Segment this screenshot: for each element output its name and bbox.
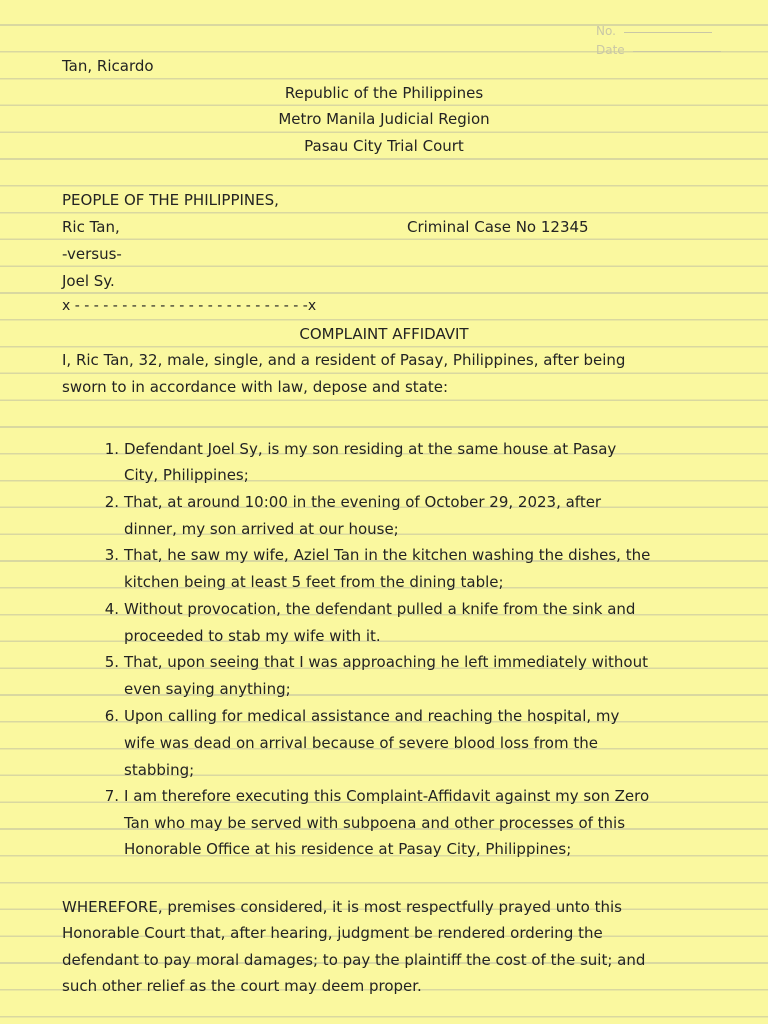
- header-region: Metro Manila Judicial Region: [278, 110, 490, 128]
- item-number: 7.: [104, 787, 119, 805]
- date-field: [596, 43, 721, 57]
- intro-line: sworn to in accordance with law, depose and state:: [62, 378, 448, 396]
- caption-separator: x - - - - - - - - - - - - - - - - - - - - - - - - -x: [62, 298, 317, 314]
- item-line: That, at around 10:00 in the evening of October 29, 2023, after: [124, 493, 602, 511]
- header-country: Republic of the Philippines: [284, 84, 484, 102]
- item-line: wife was dead on arrival because of severe blood loss from the: [124, 734, 598, 752]
- item-line: dinner, my son arrived at our house;: [124, 520, 399, 538]
- case-number: Criminal Case No 12345: [407, 218, 589, 236]
- item-line: That, upon seeing that I was approaching he left immediately without: [124, 653, 648, 671]
- date-label: Date: [596, 43, 625, 57]
- item-line: proceeded to stab my wife with it.: [124, 627, 381, 645]
- item-line: City, Philippines;: [124, 466, 249, 484]
- item-line: even saying anything;: [124, 680, 291, 698]
- author-name: Tan, Ricardo: [62, 57, 154, 75]
- number-line: [624, 32, 712, 33]
- prayer-line: defendant to pay moral damages; to pay the plaintiff the cost of the suit; and: [62, 951, 646, 969]
- header-court: Pasau City Trial Court: [304, 137, 464, 155]
- number-field: [596, 24, 712, 38]
- item-number: 2.: [104, 493, 119, 511]
- item-line: Upon calling for medical assistance and reaching the hospital, my: [124, 707, 620, 725]
- versus-label: -versus-: [62, 245, 122, 263]
- prayer-line: WHEREFORE, premises considered, it is most respectfully prayed unto this: [62, 898, 622, 916]
- item-number: 4.: [104, 600, 119, 618]
- item-line: Honorable Office at his residence at Pasay City, Philippines;: [124, 840, 572, 858]
- item-number: 3.: [104, 546, 119, 564]
- item-line: Tan who may be served with subpoena and other processes of this: [124, 814, 626, 832]
- item-line: I am therefore executing this Complaint-Affidavit against my son Zero: [124, 787, 650, 805]
- item-number: 1.: [104, 440, 119, 458]
- item-line: That, he saw my wife, Aziel Tan in the kitchen washing the dishes, the: [124, 546, 651, 564]
- plaintiff-title: PEOPLE OF THE PHILIPPINES,: [62, 191, 279, 209]
- defendant-name: Joel Sy.: [62, 272, 115, 290]
- prayer-line: Honorable Court that, after hearing, judgment be rendered ordering the: [62, 924, 603, 942]
- item-number: 6.: [104, 707, 119, 725]
- document-title: COMPLAINT AFFIDAVIT: [299, 325, 469, 343]
- intro-line: I, Ric Tan, 32, male, single, and a resident of Pasay, Philippines, after being: [62, 351, 626, 369]
- item-line: stabbing;: [124, 761, 195, 779]
- item-line: Without provocation, the defendant pulled a knife from the sink and: [124, 600, 636, 618]
- prayer-line: such other relief as the court may deem proper.: [62, 977, 422, 995]
- item-line: Defendant Joel Sy, is my son residing at the same house at Pasay: [124, 440, 617, 458]
- item-number: 5.: [104, 653, 119, 671]
- plaintiff-name: Ric Tan,: [62, 218, 120, 236]
- item-line: kitchen being at least 5 feet from the dining table;: [124, 573, 504, 591]
- date-line: [633, 51, 721, 52]
- number-label: No.: [596, 24, 616, 38]
